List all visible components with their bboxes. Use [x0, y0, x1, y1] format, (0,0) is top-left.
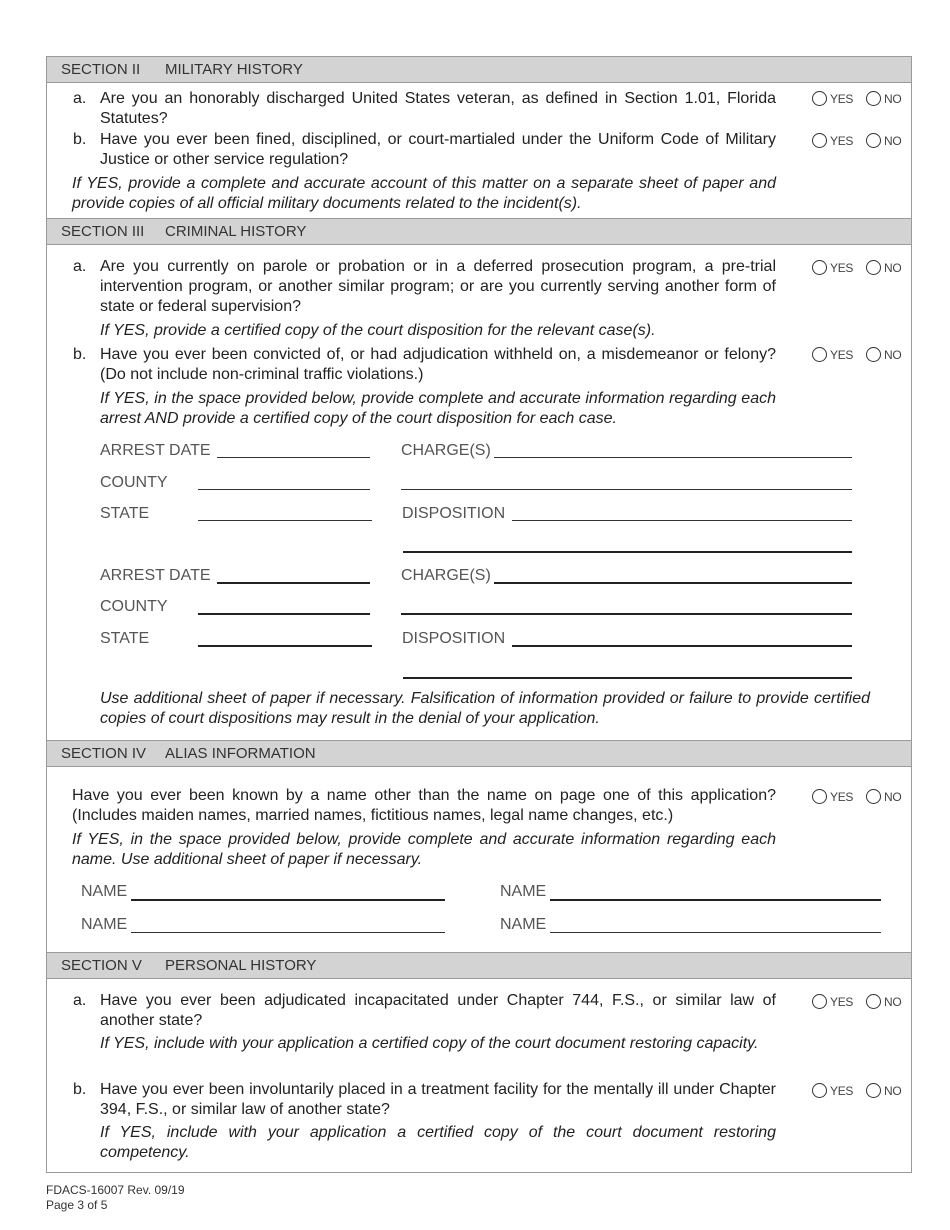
no-label: NO: [884, 134, 902, 148]
incapacitated-question: Have you ever been adjudicated incapacitated under Chapter 744, F.S., or similar law of another state?: [100, 992, 776, 1029]
charges-label: CHARGE(S): [401, 442, 491, 459]
section-2-header: [47, 56, 911, 83]
veteran-answer: [812, 89, 907, 109]
conviction-question: Have you ever been convicted of, or had adjudication withheld on, a misdemeanor or felony? (Do not include non-criminal traffic violations.): [100, 346, 776, 383]
section-title: ALIAS INFORMATION: [165, 745, 316, 762]
conviction-answer: [812, 345, 907, 365]
name-label: NAME: [500, 916, 547, 933]
page-number: Page 3 of 5: [46, 1198, 108, 1212]
alias-question: Have you ever been known by a name other than the name on page one of this application? (Includes maiden names, married names, fictitious names, legal name changes, etc.): [72, 787, 776, 824]
state-label: STATE: [100, 630, 150, 647]
section-number: SECTION IV: [61, 745, 147, 762]
disposition-field[interactable]: [512, 520, 852, 521]
state-label: STATE: [100, 505, 150, 522]
incapacitated-answer: [812, 992, 907, 1012]
no-label: NO: [884, 1084, 902, 1098]
state-field[interactable]: [198, 520, 372, 521]
yes-label: YES: [830, 134, 854, 148]
no-label: NO: [884, 92, 902, 106]
name-label: NAME: [81, 883, 128, 900]
veteran-question: Are you an honorably discharged United States veteran, as defined in Section 1.01, Florida Statutes?: [100, 90, 776, 127]
no-radio[interactable]: [866, 260, 881, 275]
no-radio[interactable]: [866, 1083, 881, 1098]
arrest-date-label: ARREST DATE: [100, 567, 211, 584]
charges-field-line-2[interactable]: [401, 489, 852, 490]
section-number: SECTION V: [61, 957, 142, 974]
state-field[interactable]: [198, 645, 372, 647]
no-label: NO: [884, 790, 902, 804]
name-label: NAME: [81, 916, 128, 933]
alias-name-field-4[interactable]: [550, 932, 881, 933]
yes-label: YES: [830, 1084, 854, 1098]
yes-label: YES: [830, 995, 854, 1009]
county-field[interactable]: [198, 613, 370, 615]
section-number: SECTION II: [61, 61, 141, 78]
section-title: PERSONAL HISTORY: [165, 957, 317, 974]
parole-question: Are you currently on parole or probation or in a deferred prosecution program, a pre-trial intervention program, or another similar program; or are you currently serving another form of state or federal supervision?: [100, 258, 776, 315]
disposition-label: DISPOSITION: [402, 505, 506, 522]
question-letter: a.: [73, 258, 87, 275]
no-label: NO: [884, 261, 902, 275]
form-id: FDACS-16007 Rev. 09/19: [46, 1183, 185, 1197]
yes-radio[interactable]: [812, 789, 827, 804]
county-label: COUNTY: [100, 474, 168, 491]
yes-radio[interactable]: [812, 347, 827, 362]
yes-radio[interactable]: [812, 91, 827, 106]
court-martial-answer: [812, 131, 907, 151]
no-radio[interactable]: [866, 91, 881, 106]
falsification-warning: Use additional sheet of paper if necessary. Falsification of information provided or failure to provide certified copies of court dispositions may result in the denial of your application.: [100, 690, 870, 727]
incapacitated-note: If YES, include with your application a certified copy of the court document restoring capacity.: [100, 1035, 759, 1052]
name-label: NAME: [500, 883, 547, 900]
disposition-field-line-2[interactable]: [403, 551, 852, 553]
yes-radio[interactable]: [812, 1083, 827, 1098]
section-title: CRIMINAL HISTORY: [165, 223, 307, 240]
parole-note: If YES, provide a certified copy of the court disposition for the relevant case(s).: [100, 322, 656, 339]
alias-answer: [812, 787, 907, 807]
arrest-date-field[interactable]: [217, 582, 370, 584]
no-label: NO: [884, 348, 902, 362]
yes-label: YES: [830, 790, 854, 804]
court-martial-question: Have you ever been fined, disciplined, or court-martialed under the Uniform Code of Military Justice or other service regulation?: [100, 131, 776, 168]
disposition-label: DISPOSITION: [402, 630, 506, 647]
alias-name-field-2[interactable]: [550, 899, 881, 901]
yes-radio[interactable]: [812, 133, 827, 148]
arrest-date-field[interactable]: [217, 457, 370, 458]
no-radio[interactable]: [866, 994, 881, 1009]
treatment-facility-answer: [812, 1081, 907, 1101]
no-radio[interactable]: [866, 133, 881, 148]
section-4-header: [47, 740, 911, 767]
charges-field[interactable]: [494, 582, 852, 584]
charges-label: CHARGE(S): [401, 567, 491, 584]
charges-field-line-2[interactable]: [401, 613, 852, 615]
question-letter: a.: [73, 90, 87, 107]
disposition-field-line-2[interactable]: [403, 677, 852, 679]
question-letter: b.: [73, 131, 87, 148]
question-letter: b.: [73, 346, 87, 363]
yes-label: YES: [830, 261, 854, 275]
treatment-facility-question: Have you ever been involuntarily placed in a treatment facility for the mentally ill under Chapter 394, F.S., or similar law of another state?: [100, 1081, 776, 1118]
no-radio[interactable]: [866, 347, 881, 362]
conviction-note: If YES, in the space provided below, provide complete and accurate information regarding each arrest AND provide a certified copy of the court disposition for each case.: [100, 390, 776, 427]
no-radio[interactable]: [866, 789, 881, 804]
section-5-header: [47, 952, 911, 979]
county-field[interactable]: [198, 489, 370, 490]
charges-field[interactable]: [494, 457, 852, 458]
disposition-field[interactable]: [512, 645, 852, 647]
arrest-date-label: ARREST DATE: [100, 442, 211, 459]
county-label: COUNTY: [100, 598, 168, 615]
yes-radio[interactable]: [812, 260, 827, 275]
no-label: NO: [884, 995, 902, 1009]
question-letter: b.: [73, 1081, 87, 1098]
yes-label: YES: [830, 348, 854, 362]
section-3-header: [47, 218, 911, 245]
yes-radio[interactable]: [812, 994, 827, 1009]
parole-answer: [812, 258, 907, 278]
military-note: If YES, provide a complete and accurate account of this matter on a separate sheet of paper and provide copies of all official military documents related to the incident(s).: [72, 175, 776, 212]
alias-name-field-3[interactable]: [131, 932, 445, 933]
question-letter: a.: [73, 992, 87, 1009]
section-number: SECTION III: [61, 223, 145, 240]
treatment-facility-note: If YES, include with your application a certified copy of the court document restoring competency.: [100, 1124, 776, 1161]
section-title: MILITARY HISTORY: [165, 61, 303, 78]
alias-name-field-1[interactable]: [131, 899, 445, 901]
yes-label: YES: [830, 92, 854, 106]
alias-note: If YES, in the space provided below, provide complete and accurate information regarding each name. Use additional sheet of paper if necessary.: [72, 831, 776, 868]
